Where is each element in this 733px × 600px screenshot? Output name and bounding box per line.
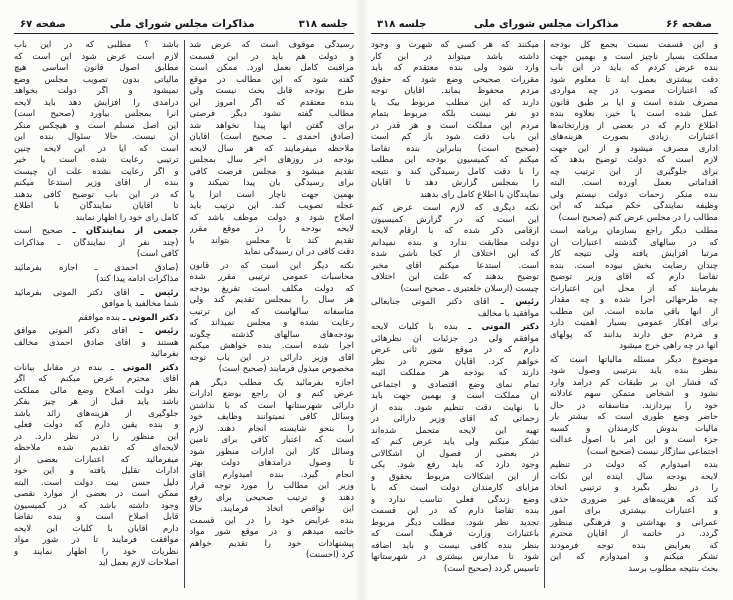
paragraph bbox=[550, 226, 718, 353]
text-line: نمیشود و اگر دولت بخواهد bbox=[14, 86, 179, 96]
text-line: از این اشکالات مربوط بحقوق و bbox=[371, 471, 539, 482]
text-line: تشکر میکنم و امیدوارم که این bbox=[550, 552, 718, 562]
text-line: داشته باشد میتواند در این کار bbox=[371, 51, 539, 62]
text-line: وجود دارد که باید رفع شود. یکی bbox=[371, 460, 539, 470]
text-line: کند که هزینه‌های غیر ضروری حذف bbox=[550, 494, 718, 505]
text-line: مملکت بسیار ناچیز است و بهمین جهت bbox=[550, 51, 718, 62]
text-line: عجله تصویب کند. این ترتیب باید bbox=[189, 201, 354, 211]
text-line: آقای وزیر دارائی در این باب توجه bbox=[189, 352, 354, 363]
text-line: چه طرحهائی اجرا شده و چه مقدار bbox=[550, 295, 718, 305]
text-line: را بمجلس گزارش دهد تا آقایان bbox=[371, 178, 539, 188]
session-number: جلسه ۳۱۸ bbox=[377, 19, 427, 30]
paragraph bbox=[190, 40, 355, 259]
text-line: محاسبات عمومی ترتیبی مقرر شده bbox=[189, 272, 354, 282]
text-line: وسائل کار این ادارات منظور شود bbox=[189, 446, 354, 457]
text-line: چندان رضایت بخش نبوده است. بنده bbox=[550, 260, 718, 271]
text-line: دارم آقایان با کلیات این لایحه bbox=[14, 523, 179, 534]
text-line: اداری مصرف میشود و از این جهت bbox=[550, 143, 718, 154]
text-line: تقاضا دارم که آقای وزیر توضیح bbox=[550, 272, 718, 282]
text-line: دلیل حسن نیت دولت است. البته bbox=[14, 477, 179, 488]
text-line: موافقت فرمایند تا در شور مواد bbox=[14, 535, 179, 545]
line-text: بنده در مقابل بیانات bbox=[14, 362, 103, 373]
text-line: مطالب را در مجلس عرض کنم (صحیح است) bbox=[558, 212, 718, 223]
line-text: آقای دکتر الموتی بفرمائید bbox=[14, 287, 130, 298]
text-line: برای گفتن آنها پیدا نخواهد شد bbox=[189, 120, 354, 131]
text-line: قابل اصلاح است و بنده تقاضا bbox=[14, 512, 179, 522]
text-line: این منظور را در نظر دارد. در bbox=[14, 431, 179, 442]
text-line: خاتمه میدهم و در موقع شور مواد bbox=[189, 527, 354, 537]
text-line: و دولت هم باید در این قسمت bbox=[189, 51, 354, 62]
text-line: نکته دیگر این است که در قانون bbox=[189, 260, 354, 271]
text-line: کافی است) bbox=[136, 249, 179, 259]
page-left bbox=[14, 8, 354, 594]
page-number: صفحه ۶۶ bbox=[666, 19, 712, 30]
text-line: اطلاع دارم که در بعضی از وزارتخانه‌ها bbox=[550, 120, 718, 131]
paragraph bbox=[550, 40, 718, 224]
text-line: درآمدی را افزایش دهد باید لایحه bbox=[14, 97, 179, 108]
text-line: این اصل مسلم است و هیچکس منکر bbox=[14, 120, 179, 131]
text-line: است. استدعا میکنم آقای مخبر bbox=[371, 260, 539, 271]
text-line: بفرمایند که از محل این اعتبارات bbox=[550, 283, 718, 294]
text-line: اجرا شده است. بنده خواهش میکنم bbox=[189, 341, 354, 351]
text-line: عرض کنم و آن راجع بوضع ادارات bbox=[189, 389, 354, 399]
text-line: رسیدگی موقوف است که عرض شد bbox=[189, 40, 354, 50]
line-text: آقای دکتر الموتی جنابعالی bbox=[371, 297, 490, 307]
paragraph bbox=[371, 203, 539, 295]
text-line: نمایندگان با اطلاع کامل رأی بدهند bbox=[420, 189, 539, 200]
text-line: (صحیح است) بنابراین بنده تقاضا bbox=[371, 143, 539, 154]
line-text: بنده با کلیات لایحه bbox=[371, 322, 458, 332]
text-line: باشد باید قبل از هر چیز بفکر bbox=[14, 397, 179, 407]
text-line: خواهم کرد. آقایان محترم در نظر bbox=[371, 356, 539, 367]
text-line: در بعضی از فصول آن اشکالاتی bbox=[371, 448, 539, 459]
paragraph bbox=[190, 378, 355, 562]
paragraph bbox=[14, 363, 179, 570]
text-line: مخصوص مبذول فرمایند (صحیح است) bbox=[218, 364, 354, 374]
text-line: ممکن است در بعضی از موارد نقصی bbox=[14, 489, 179, 499]
text-line: (صادق احمدی ـ صحیح است) آقایان bbox=[189, 132, 354, 142]
text-line: ملاحظه میفرمایند که هر سال لایحه bbox=[189, 143, 354, 154]
text-line: تأسیس گردد (صحیح است) bbox=[443, 563, 539, 574]
text-line: خود را بپردازند. متأسفانه در حال bbox=[550, 400, 718, 411]
text-line: این است که در گزارش کمیسیون bbox=[371, 214, 539, 225]
text-line: آقای محترم عرض میکنم که اگر bbox=[14, 374, 179, 384]
text-line: وسائل کافی نمیتوانند وظایف خود bbox=[189, 412, 354, 422]
text-line: و بنده یقین دارم که دولت فعلی bbox=[14, 420, 179, 430]
text-line: دارائی شهرستانها است که با نداشتن bbox=[189, 400, 354, 411]
text-line: بنده عرایض خود را در این قسمت bbox=[189, 515, 354, 526]
text-line: تشکر میکنم ولی باید عرض کنم که bbox=[371, 437, 539, 447]
speaker-name: دکتر الموتی ـ bbox=[110, 362, 179, 373]
text-line: مصرف شده است و آیا بر طبق قانون bbox=[550, 97, 718, 108]
text-line: ارقامی ذکر شده که با ارقام لایحه bbox=[371, 226, 539, 236]
text-line bbox=[371, 297, 539, 309]
text-line: مطابق اصول قانون اساسی هیچ bbox=[14, 63, 179, 73]
text-line: لایحه بودجه سال آینده این نکات bbox=[550, 471, 718, 482]
text-line: که دولت مکلف است تفریغ بودجه bbox=[189, 283, 354, 294]
running-header bbox=[14, 8, 354, 34]
text-line: بنده امیدوارم که دولت در تنظیم bbox=[550, 460, 718, 470]
text-line: از آنها باقی مانده است. این مطلب bbox=[550, 306, 718, 317]
text-line bbox=[14, 288, 179, 300]
speaker-name: دکتر الموتی ـ bbox=[122, 312, 179, 323]
text-line: موافقید یا مخالف bbox=[477, 308, 539, 319]
text-line: دارند که بودجه هر مملکت آئینه bbox=[371, 368, 539, 378]
text-line: (چند نفر از نمایندگان ـ مذاکرات bbox=[14, 237, 179, 248]
line-text: آقای دکتر الموتی موافق bbox=[14, 326, 128, 336]
text-line: مطلب دیگر راجع بسازمان برنامه است bbox=[550, 226, 718, 236]
text-line: شود تا مدارس بیشتری در شهرستانها bbox=[371, 552, 539, 562]
speaker-name: رئیس ـ bbox=[139, 326, 179, 336]
text-line: که در سالهای گذشته اعتبارات آن bbox=[550, 237, 718, 248]
text-line: بنده منکر زحمات دولت نیستم ولی bbox=[550, 189, 718, 200]
text-line: جلوگیری از هزینه‌های زائد باشد bbox=[14, 408, 179, 419]
text-line: نظریات خود را اظهار نمایند و bbox=[14, 546, 179, 557]
text-line bbox=[14, 226, 179, 238]
text-line: بنظر بنده باید بترتیبی وصول شود bbox=[550, 366, 718, 376]
text-line: این باب دقت شود باز کم است bbox=[371, 132, 539, 142]
text-line: که در این باب توضیح کافی بدهند bbox=[14, 189, 179, 200]
text-line: تجدید نظر شود. مطلب دیگر مربوط bbox=[371, 517, 539, 528]
text-line: ادارات تقلیل یافته و این خود bbox=[14, 466, 179, 476]
text-line: با نهایت دقت تنظیم شود. بنده از bbox=[371, 402, 539, 413]
text-line: اعتبارات زیادی بصورت هزینه‌های bbox=[550, 132, 718, 142]
text-line: را بنحو شایسته انجام دهند. لازم bbox=[189, 423, 354, 434]
text-line: مالیاتی بدون تصویب مجلس وضع bbox=[14, 74, 179, 85]
paragraph bbox=[190, 261, 355, 376]
text-column-right bbox=[544, 40, 718, 588]
text-line: است که اعتبار کافی برای تأمین bbox=[189, 435, 354, 445]
text-line: موافقم ولی در جزئیات آن نظرهائی bbox=[371, 333, 539, 344]
paragraph bbox=[14, 40, 179, 224]
text-line: کرد (احسنت) bbox=[306, 550, 354, 560]
text-line: رعایت نشده و مجلس نمیداند که bbox=[189, 318, 354, 328]
text-line: چیست (ارسلان خلعتبری ـ صحیح است) bbox=[400, 283, 539, 294]
speaker-name: دکتر الموتی ـ bbox=[468, 322, 539, 332]
text-line: برای افکار عمومی بسیار اهمیت دارد bbox=[550, 318, 718, 328]
text-line: تا آقایان نمایندگان با اطلاع bbox=[14, 201, 179, 211]
text-line: عمرانی و بهداشتی و فرهنگی منظور bbox=[550, 517, 718, 528]
text-line: بودجه‌های سالهای گذشته چگونه bbox=[189, 329, 354, 340]
text-line: پیشنهادات خود را تقدیم خواهم bbox=[189, 538, 354, 549]
speaker-name: رئیس ـ bbox=[140, 287, 179, 298]
text-line: تمام نمای وضع اقتصادی و اجتماعی bbox=[371, 379, 539, 390]
text-line: باشد ؟ مطلبی که در این باب bbox=[14, 40, 179, 50]
text-line: مطالب گفته نشود دیگر فرصتی bbox=[189, 109, 354, 119]
text-column-right bbox=[184, 40, 355, 588]
text-line: هستند و آقای صادق احمدی مخالف bbox=[14, 337, 179, 348]
text-line: دقت بیشتری بعمل آید تا معلوم شود bbox=[550, 74, 718, 85]
paragraph bbox=[14, 313, 179, 325]
text-line: گفته شود که این مطالب در موقع bbox=[189, 74, 354, 85]
text-line: مراقبت کامل بعمل آورد. ممکن است bbox=[189, 63, 354, 73]
columns bbox=[14, 40, 354, 588]
text-line: که اعتبارات مصوب در چه مواردی bbox=[550, 86, 718, 96]
text-line: دارند که این مطلب مربوط بیک یا bbox=[371, 97, 539, 108]
text-line: مزایای کارمندان دولت است که با bbox=[371, 483, 539, 493]
text-line: شما مخالفید یا موافق bbox=[101, 299, 179, 309]
text-line: مالیات بدوش کارمندان و کسبه bbox=[550, 423, 718, 434]
paragraph bbox=[371, 297, 539, 320]
text-line: عمل شده است یا خیر. بعلاوه بنده bbox=[550, 109, 718, 119]
text-line: دارم که در موقع شور ثانی عرض bbox=[371, 345, 539, 355]
text-line: که این اختلاف از کجا ناشی شده bbox=[371, 249, 539, 259]
text-line bbox=[371, 322, 539, 334]
text-line: طرح بودجه قابل بحث نیست ولی bbox=[189, 86, 354, 96]
text-line: بنده از آقای وزیر استدعا میکنم bbox=[14, 178, 179, 188]
text-line: نظر دولت اصلاح وضع مالی مملکت bbox=[14, 385, 179, 396]
text-line: نکته دیگری که لازم است عرض کنم bbox=[371, 203, 539, 213]
paragraph bbox=[371, 322, 539, 575]
text-line: و مردم حق دارند بدانند که پولهای bbox=[550, 329, 718, 340]
text-line: نشود و اشخاص متمکن سهم عادلانه bbox=[550, 389, 718, 399]
publication-title: مذاکرات مجلس شورای ملی bbox=[109, 18, 255, 30]
running-header bbox=[371, 8, 718, 34]
text-line: اصلاحات لازم بعمل آید bbox=[98, 558, 179, 568]
publication-title: مذاکرات مجلس شورای ملی bbox=[473, 18, 619, 30]
text-line: بحث بنتیجه مطلوب برسد bbox=[628, 563, 718, 574]
text-line: اصلاح شود و دولت موظف باشد که bbox=[189, 212, 354, 223]
text-line: لایحه بودجه را در موقع مقرر bbox=[189, 224, 354, 234]
text-line: بفرمائید bbox=[150, 349, 179, 359]
text-line: میفرمائید که اعتبارات بعضی از bbox=[14, 454, 179, 465]
paragraph bbox=[371, 40, 539, 201]
text-line: برای رسیدگی بآن پیدا نمیکند و bbox=[189, 178, 354, 188]
text-column-left bbox=[14, 40, 179, 588]
text-line: میکنند که هر کسی که شهرت و وجود bbox=[371, 40, 539, 50]
text-column-left bbox=[371, 40, 539, 588]
text-line: موضوع دیگر مسئله مالیاتها است که bbox=[550, 354, 718, 365]
text-line: را در نظر بگیرد و ترتیبی اتخاذ bbox=[550, 483, 718, 493]
text-line: دهند و ترتیب صحیحی برای رفع bbox=[189, 492, 354, 503]
text-line: مقررات صحیحی وضع شود که حقوق bbox=[371, 74, 539, 85]
text-line: تا وصول درآمدهای دولت بهتر bbox=[189, 458, 354, 468]
text-line: اقداماتی بعمل آورده است. البته bbox=[550, 178, 718, 188]
text-line: و اعتبارات بیشتری برای امور bbox=[550, 506, 718, 516]
text-line: دو نفر نیست بلکه مربوط بتمام bbox=[371, 109, 539, 119]
text-line: انجام گیرد. بنده امیدوارم آقای bbox=[189, 469, 354, 480]
line-text: صحیح است bbox=[14, 226, 63, 236]
text-line: مردم این مملکت است و هر قدر در bbox=[371, 120, 539, 131]
text-line: که بعرایض بنده توجه فرمودند bbox=[550, 540, 718, 551]
text-line: را با دقت کامل رسیدگی کند و نتیجه bbox=[371, 166, 539, 177]
text-line: هر سال را بمجلس تقدیم کند ولی bbox=[189, 295, 354, 305]
speaker-name: جمعی از نمایندگان ـ bbox=[72, 226, 179, 236]
paragraph bbox=[14, 326, 179, 361]
book-gutter bbox=[355, 0, 369, 600]
text-line: بنده عرض کردم که باید در این باب bbox=[550, 63, 718, 73]
paragraph bbox=[14, 288, 179, 311]
text-line: بنده معتقدم که اگر امروز این bbox=[189, 97, 354, 108]
text-line: مرتباً افزایش یافته ولی نتیجه کار bbox=[550, 249, 718, 259]
text-line: دولت مطابقت ندارد و بنده نمیدانم bbox=[371, 237, 539, 248]
text-line: تقدیم کند تا مجلس بتواند با bbox=[189, 235, 354, 246]
text-line: میکنم که کمیسیون بودجه این مطلب bbox=[371, 155, 539, 165]
text-line: آن مملکت است و بهمین جهت باید bbox=[371, 391, 539, 401]
text-line bbox=[14, 313, 179, 325]
text-line: و اگر رعایت نشده علت آن چیست bbox=[14, 166, 179, 177]
text-line: بنظر بنده کافی نیست و باید اضافه bbox=[371, 540, 539, 551]
text-line: زحماتی که آقای وزیر دارائی در bbox=[371, 414, 539, 424]
text-line: وضع زندگی فعلی تناسب ندارد و bbox=[371, 494, 539, 505]
text-line: متأسفانه سالهاست که این ترتیب bbox=[189, 306, 354, 317]
session-number: جلسه ۳۱۸ bbox=[298, 19, 348, 30]
text-line: مذاکرات ادامه پیدا کند) bbox=[96, 274, 179, 284]
text-line bbox=[14, 363, 179, 375]
text-line: بنده تقاضا دارم که در این قسمت bbox=[371, 506, 539, 516]
text-line: لازم است عرض شود این است که bbox=[14, 51, 179, 62]
text-line: وجود داشته باشد که در کمیسیون bbox=[14, 500, 179, 511]
text-line bbox=[14, 326, 179, 338]
page-right bbox=[371, 8, 718, 594]
text-line: جزء است و این امر با اصول عدالت bbox=[550, 435, 718, 445]
text-line: آن نیست. حالا سئوال بنده این bbox=[14, 132, 179, 142]
line-text: بنده موافقم bbox=[78, 312, 120, 323]
text-line: گردد. در خاتمه از آقایان محترم bbox=[550, 529, 718, 539]
text-line: لایحه‌ای که تقدیم شده ملاحظه bbox=[14, 443, 179, 453]
text-line: وظیفه نمایندگی حکم میکند که این bbox=[550, 201, 718, 211]
text-line: وارد شود ولی بنده معتقدم که باید bbox=[371, 63, 539, 73]
columns bbox=[371, 40, 718, 588]
text-line: که فشار آن بر طبقات کم درآمد وارد bbox=[550, 377, 718, 388]
paragraph bbox=[550, 460, 718, 575]
text-line: تهیه این لایحه متحمل شده‌اند bbox=[371, 425, 539, 436]
paragraph bbox=[14, 226, 179, 261]
paragraph bbox=[550, 355, 718, 459]
text-line: تقدیم میشود و مجلس فرصت کافی bbox=[189, 166, 354, 177]
text-line: آنرا بمجلس بیاورد (صحیح است) bbox=[14, 109, 179, 119]
text-line: (صادق احمدی ـ اجازه بفرمائید bbox=[14, 262, 179, 273]
speaker-name: رئیس ـ bbox=[500, 297, 539, 307]
text-line: برای جلوگیری از این ترتیب چه bbox=[550, 166, 718, 177]
text-line: ترتیبی رعایت شده است یا خیر bbox=[14, 155, 179, 165]
text-line: توضیح بدهند که علت این اختلاف bbox=[371, 272, 539, 282]
text-line: و این قسمت نسبت بجمع کل بودجه bbox=[550, 40, 718, 50]
text-line: است که آیا در این لایحه چنین bbox=[14, 143, 179, 154]
text-line: کامل رأی خود را اظهار نمایند bbox=[75, 212, 179, 223]
text-line: بهمین جهت ناچار است آنرا با bbox=[189, 189, 354, 200]
text-line: باعتبارات وزارت فرهنگ است که bbox=[371, 529, 539, 539]
text-line: اجتماعی سازگار نیست (صحیح است) bbox=[586, 446, 718, 457]
page-number: صفحه ۶۷ bbox=[20, 19, 66, 30]
text-line: این نواقص اتخاذ فرمایند. حالا bbox=[189, 504, 354, 514]
text-line: مردم محفوظ بماند. آقایان توجه bbox=[371, 86, 539, 96]
text-line: وزیر این مطالب را مورد توجه قرار bbox=[189, 481, 354, 491]
text-line: لازم است که دولت توضیح بدهد که bbox=[550, 155, 718, 165]
paragraph bbox=[14, 263, 179, 286]
text-line: حاضر وضع طوری است که بیشتر بار bbox=[550, 412, 718, 422]
text-line: بودجه در روزهای آخر سال بمجلس bbox=[189, 155, 354, 165]
text-line: اجازه بفرمائید یک مطلب دیگر هم bbox=[189, 377, 354, 388]
text-line: آنها در چه راهی خرج میشود bbox=[619, 341, 718, 351]
text-line: دقت کافی در آن رسیدگی نماید bbox=[243, 247, 354, 257]
